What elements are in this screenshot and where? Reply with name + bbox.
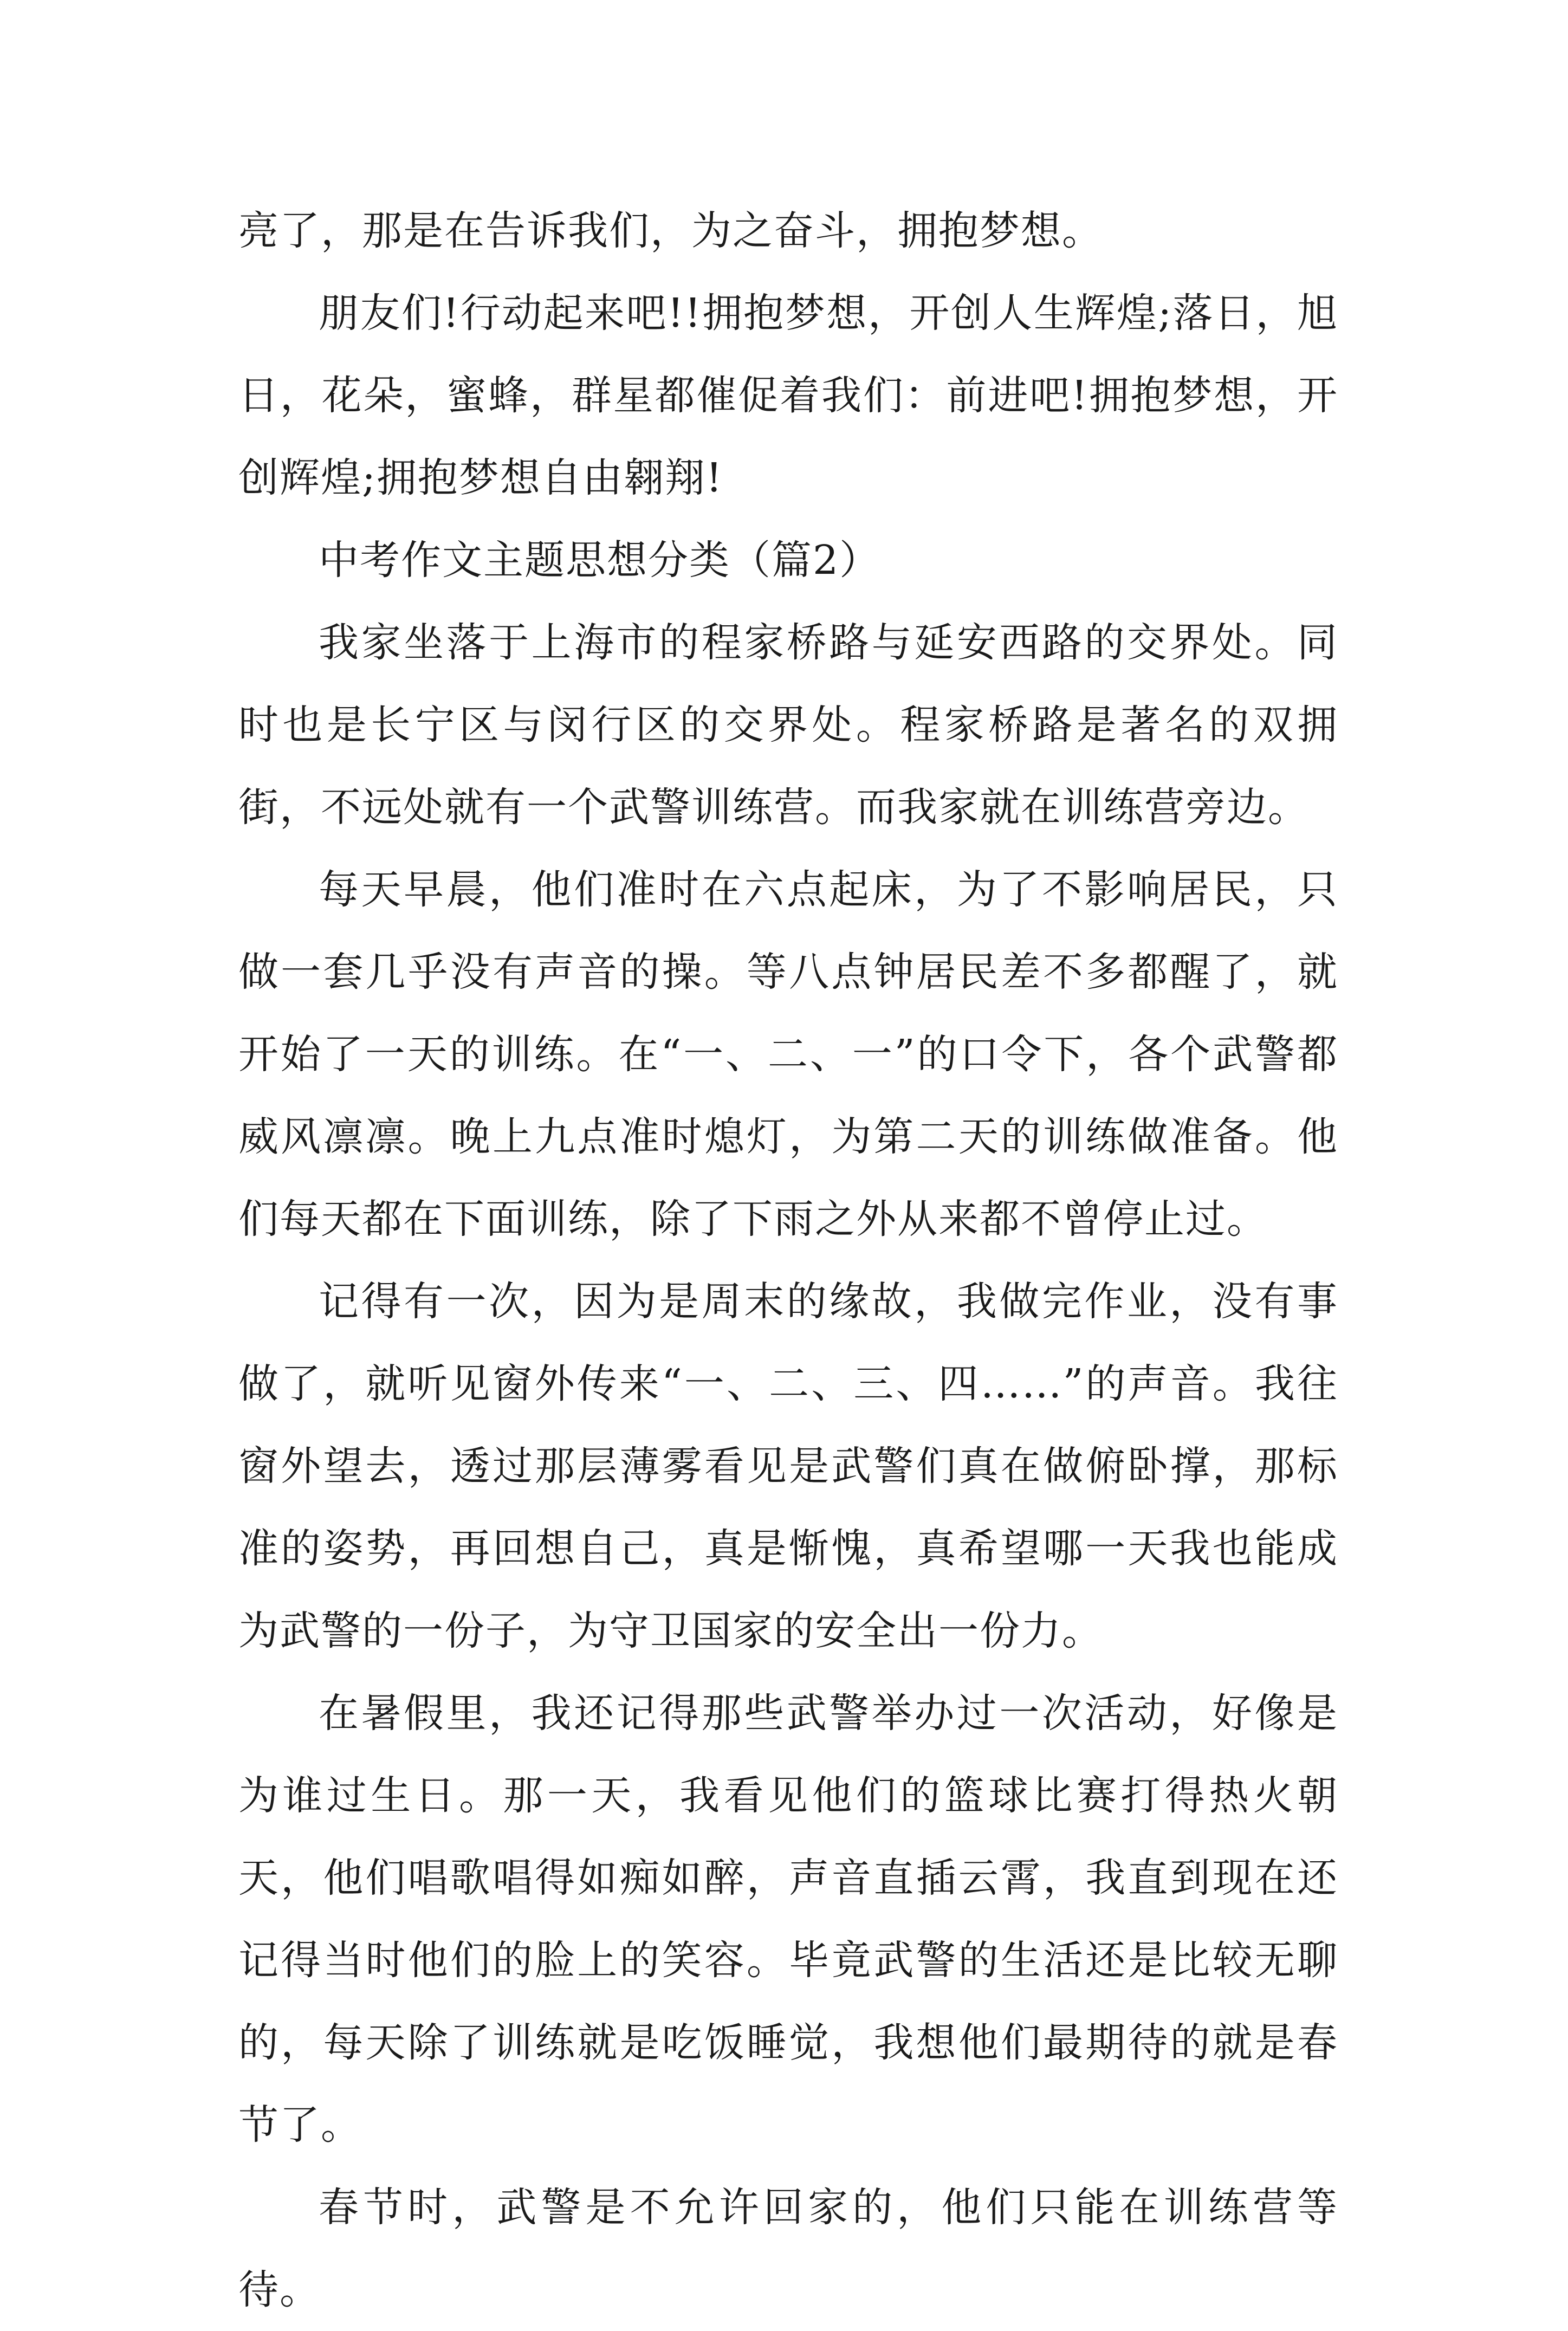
body-paragraph-1: 我家坐落于上海市的程家桥路与延安西路的交界处。同时也是长宁区与闵行区的交界处。程家桥路是著名的双拥街，不远处就有一个武警训练营。而我家就在训练营旁边。 xyxy=(238,619,1338,831)
section-heading: 中考作文主题思想分类（篇2） xyxy=(319,537,881,584)
body-paragraph-5: 春节时，武警是不允许回家的，他们只能在训练营等待。 xyxy=(238,2184,1338,2313)
body-paragraph-3: 记得有一次，因为是周末的缘故，我做完作业，没有事做了，就听见窗外传来“一、二、三、四……”的声音。我往窗外望去，透过那层薄雾看见是武警们真在做俯卧撑，那标准的姿势，再回想自己，真是惭愧，真希望哪一天我也能成为武警的一份子，为守卫国家的安全出一份力。 xyxy=(238,1278,1338,1654)
paragraph-call-to-action: 朋友们!行动起来吧!!拥抱梦想，开创人生辉煌;落日，旭日，花朵，蜜蜂，群星都催促着我们：前进吧!拥抱梦想，开创辉煌;拥抱梦想自由翱翔! xyxy=(238,290,1338,501)
body-paragraph-4: 在暑假里，我还记得那些武警举办过一次活动，好像是为谁过生日。那一天，我看见他们的篮球比赛打得热火朝天，他们唱歌唱得如痴如醉，声音直插云霄，我直到现在还记得当时他们的脸上的笑容。毕竟武警的生活还是比较无聊的，每天除了训练就是吃饭睡觉，我想他们最期待的就是春节了。 xyxy=(238,1690,1338,2148)
body-paragraph-2: 每天早晨，他们准时在六点起床，为了不影响居民，只做一套几乎没有声音的操。等八点钟居民差不多都醒了，就开始了一天的训练。在“一、二、一”的口令下，各个武警都威风凛凛。晚上九点准时熄灯，为第二天的训练做准备。他们每天都在下面训练，除了下雨之外从来都不曾停止过。 xyxy=(238,866,1338,1242)
text-column xyxy=(238,190,1338,2331)
paragraph-continuation: 亮了，那是在告诉我们，为之奋斗，拥抱梦想。 xyxy=(238,208,1103,254)
